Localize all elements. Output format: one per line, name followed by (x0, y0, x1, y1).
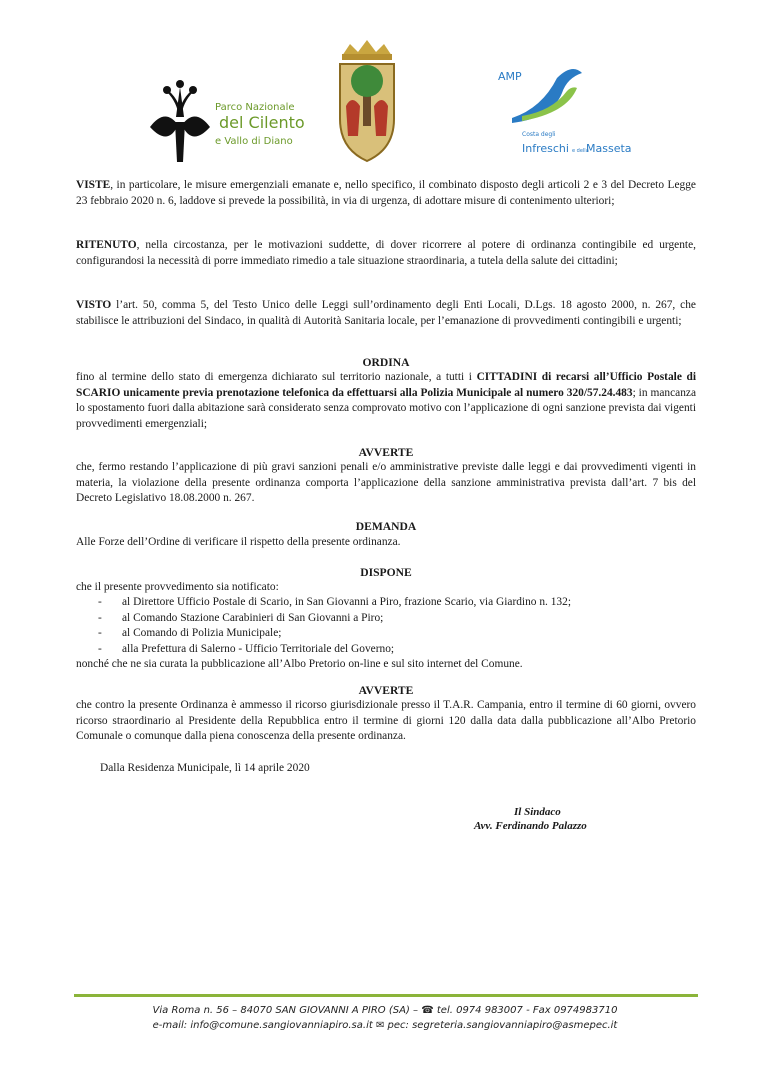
park-logo (145, 72, 305, 172)
list-item: - al Direttore Ufficio Postale di Scario, in San Giovanni a Piro, frazione Scario, via Giardino n. 132; (96, 595, 696, 611)
ordina-heading: ORDINA (362, 356, 410, 369)
crest-icon (332, 36, 402, 166)
list-item: - al Comando di Polizia Municipale; (96, 626, 696, 642)
park-emblem-icon (145, 72, 305, 172)
avverte-heading-2: AVVERTE (358, 684, 414, 697)
amp-sub1: Costa degli (522, 131, 556, 138)
amp-logo (492, 58, 632, 158)
ordina-paragraph (76, 370, 696, 432)
footer-pec[interactable]: pec: segreteria.sangiovanniapiro@asmepec.it (387, 1020, 618, 1031)
visto-text: l’art. 50, comma 5, del Testo Unico delle Leggi sull’ordinamento degli Enti Locali, D.Lgs. 18 agosto 2000, n. 267, che stabilisce le attribuzioni del Sindaco, in qualità di Autorità Sanitaria locale, per l’emanazione di provvedimenti contingibili e urgenti; (76, 299, 696, 327)
dispone-outro: nonché che ne sia curata la pubblicazione all’Albo Pretorio on-line e sul sito internet del Comune. (76, 658, 523, 670)
header-logos (0, 36, 770, 166)
park-name-line3: e Vallo di Diano (215, 136, 293, 147)
ordina-bold: CITTADINI di recarsi all’Ufficio Postale di SCARIO unicamente previa prenotazione telefonica da effettuarsi alla Polizia Municipale al numero 320/57.24.483 (76, 371, 697, 399)
dispone-intro: che il presente provvedimento sia notificato: (76, 581, 279, 593)
amp-sub4: Masseta (586, 142, 632, 155)
ritenuto-text: , nella circostanza, per le motivazioni suddette, di dover ricorrere al potere di ordinanza contingibile ed urgente, configurandosi la necessità di porre immediato rimedio a tale situazione straordinaria, a tutela della salute dei cittadini; (76, 239, 696, 267)
amp-wave-icon (492, 58, 632, 158)
ordina-text2: ; in mancanza lo spostamento fuori dalla abitazione sarà considerato senza comprovato motivo con l’applicazione di ogni sanzione prevista dai vigenti provvedimenti emergenziali; (76, 386, 696, 430)
phone-icon: ☎ (421, 1005, 434, 1016)
demanda-paragraph: Alle Forze dell’Ordine di verificare il rispetto della presente ordinanza. (76, 536, 401, 548)
footer-address (0, 1005, 770, 1016)
ritenuto-paragraph (76, 238, 696, 269)
park-name-line2: del Cilento (219, 113, 305, 132)
footer-address-text: Via Roma n. 56 – 84070 SAN GIOVANNI A PIRO (SA) – (152, 1005, 419, 1016)
avverte-paragraph-2: che contro la presente Ordinanza è ammesso il ricorso giurisdizionale presso il T.A.R. Campania, entro il termine di 60 giorni, ovvero ricorso straordinario al Presidente della Repubblica entro il termine di giorni 120 dalla data dalla pubblicazione all’Albo Pretorio Comunale o comunque dalla piena conoscenza della presente ordinanza. (76, 699, 696, 743)
pec-icon: ✉ (375, 1020, 385, 1031)
municipal-crest (332, 36, 402, 166)
amp-sub3: e della (572, 148, 589, 154)
demanda-heading: DEMANDA (355, 520, 417, 533)
dispone-heading: DISPONE (360, 566, 412, 579)
footer-divider (74, 994, 698, 997)
visto-label: VISTO (76, 299, 112, 311)
signature-name: Avv. Ferdinando Palazzo (474, 820, 587, 832)
list-item: - al Comando Stazione Carabinieri di San Giovanni a Piro; (96, 611, 696, 627)
viste-label: VISTE (76, 179, 111, 191)
footer-contacts (0, 1020, 770, 1031)
avverte-heading-1: AVVERTE (358, 446, 414, 459)
amp-sub2: Infreschi (522, 142, 569, 155)
dispone-list (96, 595, 696, 657)
footer-email[interactable]: e-mail: info@comune.sangiovanniapiro.sa.it (152, 1020, 373, 1031)
viste-paragraph (76, 178, 696, 209)
footer-phone: tel. 0974 983007 - Fax 0974983710 (436, 1005, 618, 1016)
avverte-paragraph-1: che, fermo restando l’applicazione di più gravi sanzioni penali e/o amministrative previste dalle leggi e dai provvedimenti vigenti in materia, la violazione della presente ordinanza comporta l’applicazione della sanzione amministrativa prevista dall’art. 7 bis del Decreto Legislativo 18.08.2000 n. 267. (76, 461, 696, 505)
signature-title: Il Sindaco (514, 806, 561, 818)
ordina-text1: fino al termine dello stato di emergenza dichiarato sul territorio nazionale, a tutti i (76, 371, 477, 383)
list-item: - alla Prefettura di Salerno - Ufficio Territoriale del Governo; (96, 642, 696, 658)
ritenuto-label: RITENUTO (76, 239, 137, 251)
viste-text: , in particolare, le misure emergenziali emanate e, nello specifico, il combinato disposto degli articoli 2 e 3 del Decreto Legge 23 febbraio 2020 n. 6, laddove si prevede la possibilità, in via di urgenza, di adottare misure di contenimento ulteriori; (76, 179, 696, 207)
date-line: Dalla Residenza Municipale, lì 14 aprile 2020 (100, 762, 310, 774)
amp-title: AMP (498, 70, 522, 83)
park-name-line1: Parco Nazionale (215, 102, 295, 113)
visto-paragraph (76, 298, 696, 329)
